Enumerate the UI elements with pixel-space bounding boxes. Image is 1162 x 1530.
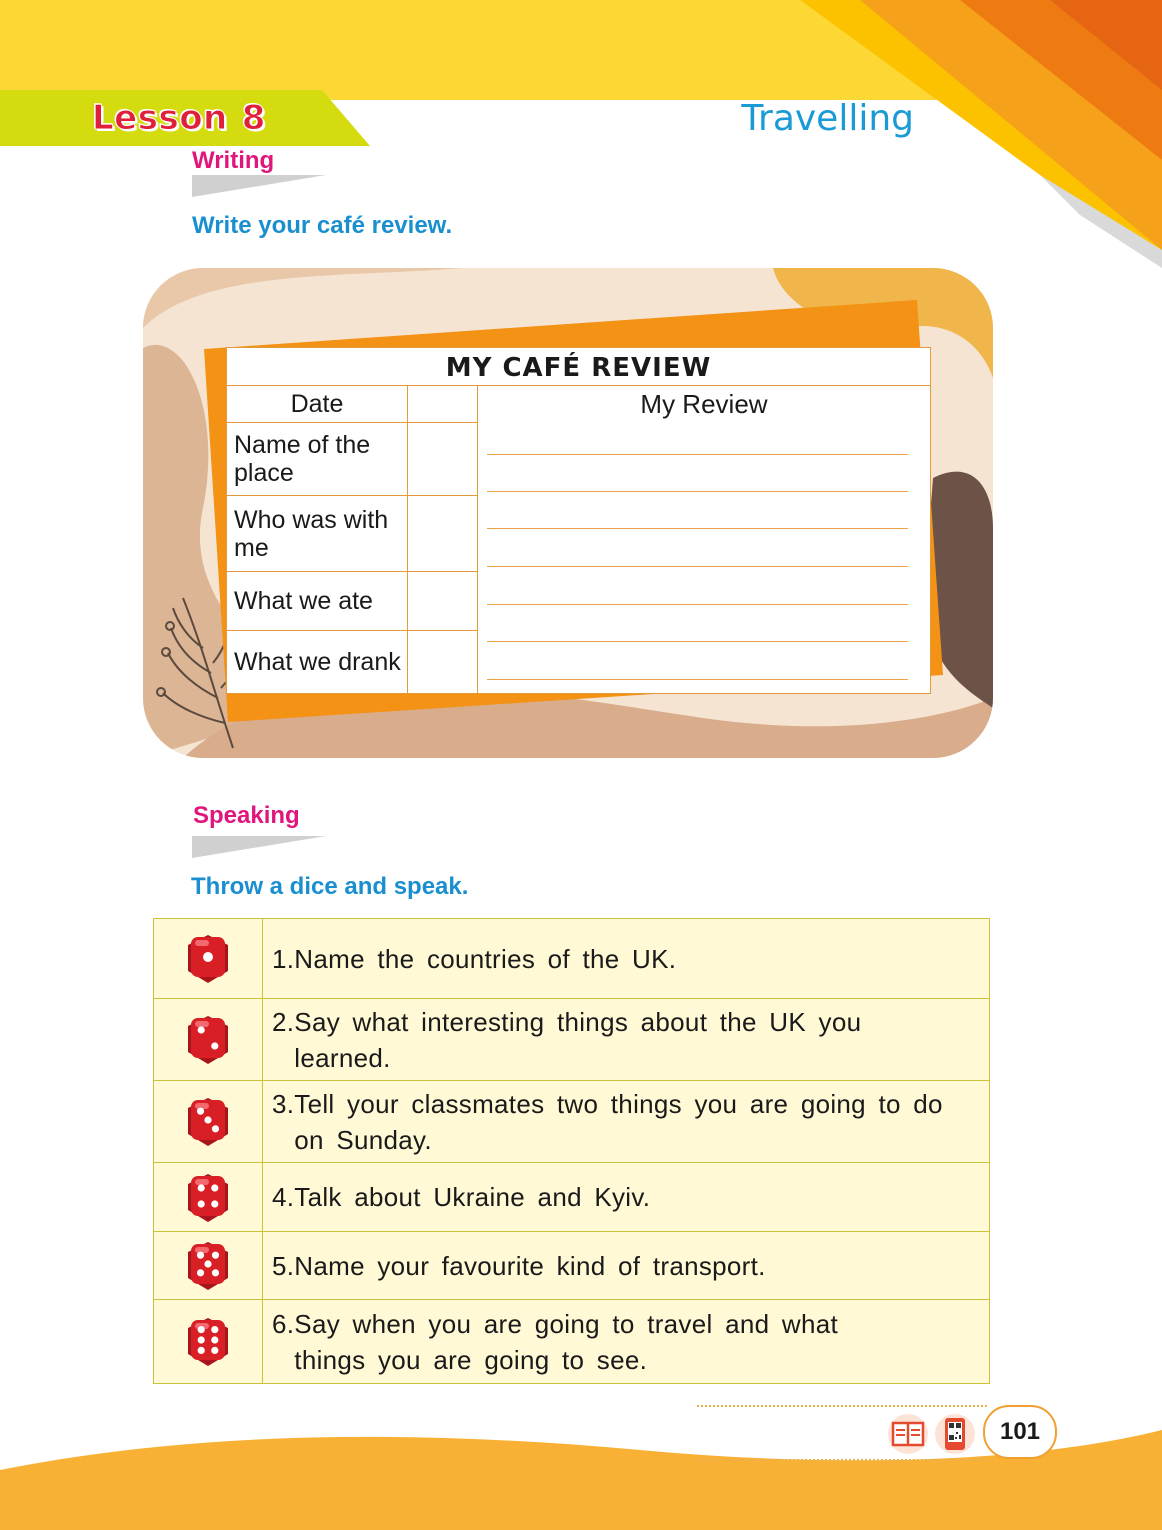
die-icon-2 xyxy=(182,1006,234,1068)
die-pip xyxy=(211,1336,218,1343)
die-pip xyxy=(211,1042,218,1049)
prompt-text: Say what interesting things about the UK you learned. xyxy=(294,1006,862,1073)
unit-title: Travelling xyxy=(741,98,914,139)
review-write-line xyxy=(487,604,908,605)
review-write-line xyxy=(487,528,908,529)
prompt-cell xyxy=(263,1300,990,1384)
review-write-line xyxy=(487,679,908,680)
prompt-number: 1. xyxy=(272,943,295,974)
review-row-label: What we ate xyxy=(227,572,408,630)
bottom-wave xyxy=(0,1390,1162,1530)
die-pip xyxy=(198,1336,205,1343)
qr-code-phone-icon[interactable] xyxy=(935,1414,975,1454)
die-cell xyxy=(154,919,263,999)
review-row-drink xyxy=(227,631,478,693)
my-review-label: My Review xyxy=(640,389,768,419)
die-icon-5 xyxy=(182,1232,234,1294)
review-write-line xyxy=(487,566,908,567)
die-pip xyxy=(198,1200,205,1207)
die-pip xyxy=(204,1260,211,1267)
prompt-cell xyxy=(263,1232,990,1300)
prompt-number: 4. xyxy=(272,1182,295,1212)
book-icon[interactable] xyxy=(888,1414,928,1454)
prompt-number: 3. xyxy=(272,1088,295,1119)
writing-instruction: Write your café review. xyxy=(192,212,453,239)
review-food-field[interactable] xyxy=(408,572,478,630)
review-row-label: Who was with me xyxy=(227,496,408,571)
prompt-cell xyxy=(263,919,990,999)
prompt-number: 5. xyxy=(272,1250,295,1281)
die-pip xyxy=(211,1184,218,1191)
die-pip xyxy=(198,1026,205,1033)
die-pip xyxy=(204,1116,211,1123)
die-pip xyxy=(198,1347,205,1354)
die-cell xyxy=(154,1163,263,1232)
review-table xyxy=(226,347,931,694)
prompt-number: 6. xyxy=(272,1308,295,1339)
prompt-row xyxy=(154,1163,990,1232)
die-cell xyxy=(154,1300,263,1384)
die-pip xyxy=(198,1326,205,1333)
review-row-date xyxy=(227,386,478,423)
speaking-heading: Speaking xyxy=(193,802,300,829)
die-pip xyxy=(211,1326,218,1333)
prompt-cell xyxy=(263,1163,990,1232)
review-write-line xyxy=(487,454,908,455)
die-icon-6 xyxy=(182,1308,234,1370)
die-cell xyxy=(154,1232,263,1300)
die-icon-4 xyxy=(182,1164,234,1226)
review-write-line xyxy=(487,491,908,492)
review-drink-field[interactable] xyxy=(408,631,478,693)
prompt-row xyxy=(154,1300,990,1384)
review-company-field[interactable] xyxy=(408,496,478,571)
review-place-field[interactable] xyxy=(408,423,478,495)
review-write-line xyxy=(487,641,908,642)
review-row-company xyxy=(227,496,478,572)
prompt-cell xyxy=(263,1081,990,1163)
die-pip xyxy=(212,1269,219,1276)
die-icon-3 xyxy=(182,1088,234,1150)
review-row-place xyxy=(227,423,478,496)
prompt-text: Say when you are going to travel and what things you are going to see. xyxy=(294,1308,839,1375)
die-pip xyxy=(197,1252,204,1259)
lesson-word: Lesson xyxy=(92,98,228,138)
lesson-number: 8 xyxy=(241,98,266,138)
speaking-heading-wedge xyxy=(192,836,326,860)
die-pip xyxy=(197,1108,204,1115)
die-pip xyxy=(197,1269,204,1276)
die-pip xyxy=(211,1200,218,1207)
prompt-text: Talk about Ukraine and Kyiv. xyxy=(294,1182,651,1212)
review-row-label: Date xyxy=(227,386,408,422)
writing-heading: Writing xyxy=(192,147,275,174)
die-cell xyxy=(154,999,263,1081)
review-writing-area[interactable] xyxy=(479,426,929,692)
die-cell xyxy=(154,1081,263,1163)
die-pip xyxy=(211,1347,218,1354)
prompt-text: Name the countries of the UK. xyxy=(294,943,677,974)
prompt-row xyxy=(154,1232,990,1300)
review-row-label: What we drank xyxy=(227,631,408,693)
prompt-row xyxy=(154,919,990,999)
page-number: 101 xyxy=(983,1405,1057,1459)
prompt-number: 2. xyxy=(272,1006,295,1037)
prompt-row xyxy=(154,999,990,1081)
footer-dotted-line xyxy=(697,1405,987,1407)
die-icon-1 xyxy=(182,925,234,987)
prompt-row xyxy=(154,1081,990,1163)
prompt-text: Tell your classmates two things you are going to do on Sunday. xyxy=(294,1088,943,1155)
review-row-food xyxy=(227,572,478,631)
die-pip xyxy=(198,1184,205,1191)
review-date-field[interactable] xyxy=(408,386,478,422)
review-title: MY CAFÉ REVIEW xyxy=(227,348,930,386)
prompt-cell xyxy=(263,999,990,1081)
dice-prompts-table xyxy=(153,918,990,1384)
review-row-label: Name of the place xyxy=(227,423,408,495)
footer-dotted-line xyxy=(697,1459,987,1461)
die-pip xyxy=(203,952,213,962)
prompt-text: Name your favourite kind of transport. xyxy=(294,1250,766,1281)
speaking-instruction: Throw a dice and speak. xyxy=(191,873,469,900)
die-pip xyxy=(212,1125,219,1132)
die-pip xyxy=(212,1252,219,1259)
